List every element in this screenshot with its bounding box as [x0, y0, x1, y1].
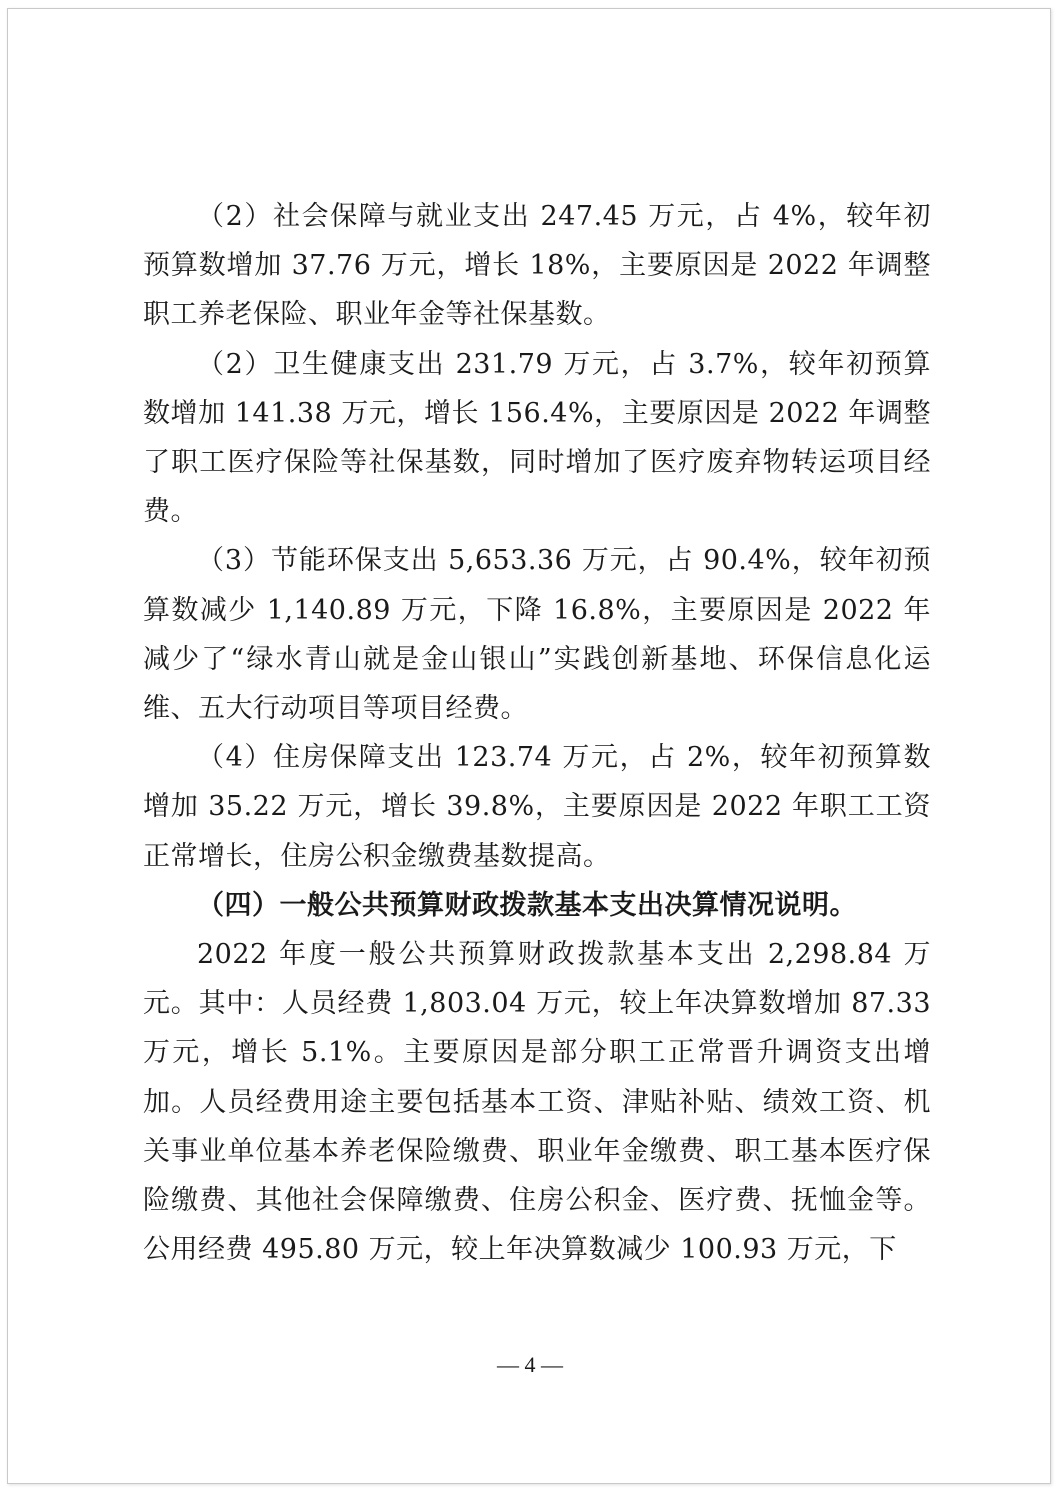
paragraph-basic-expenditure: 2022 年度一般公共预算财政拨款基本支出 2,298.84 万元。其中：人员经费 1,803.04 万元，较上年决算数增加 87.33 万元，增长 5.1%。主要原因是部分职工正常晋升调资支出增加。人员经费用途主要包括基本工资、津贴补贴、绩效工资、机关事业单位基本养老保险缴费、职业年金缴费、职工基本医疗保险缴费、其他社会保障缴费、住房公积金、医疗费、抚恤金等。公用经费 495.80 万元，较上年决算数减少 100.93 万元，下 — [143, 939, 931, 1266]
section-heading: （四）一般公共预算财政拨款基本支出决算情况说明。 — [197, 889, 857, 921]
paragraph-environment: （3）节能环保支出 5,653.36 万元，占 90.4%，较年初预算数减少 1,140.89 万元，下降 16.8%，主要原因是 2022 年减少了“绿水青山就是金山银山”实践创新基地、环保信息化运维、五大行动项目等项目经费。 — [143, 545, 931, 725]
paragraph-health: （2）卫生健康支出 231.79 万元，占 3.7%，较年初预算数增加 141.38 万元，增长 156.4%，主要原因是 2022 年调整了职工医疗保险等社保基数，同时增加了医疗废弃物转运项目经费。 — [143, 348, 931, 528]
paragraph-housing: （4）住房保障支出 123.74 万元，占 2%，较年初预算数增加 35.22 万元，增长 39.8%，主要原因是 2022 年职工工资正常增长，住房公积金缴费基数提高。 — [143, 742, 931, 872]
page-number: — 4 — — [497, 1352, 563, 1377]
paragraph-social-security: （2）社会保障与就业支出 247.45 万元，占 4%，较年初预算数增加 37.76 万元，增长 18%，主要原因是 2022 年调整职工养老保险、职业年金等社保基数。 — [143, 201, 931, 331]
document-body — [143, 192, 931, 1274]
